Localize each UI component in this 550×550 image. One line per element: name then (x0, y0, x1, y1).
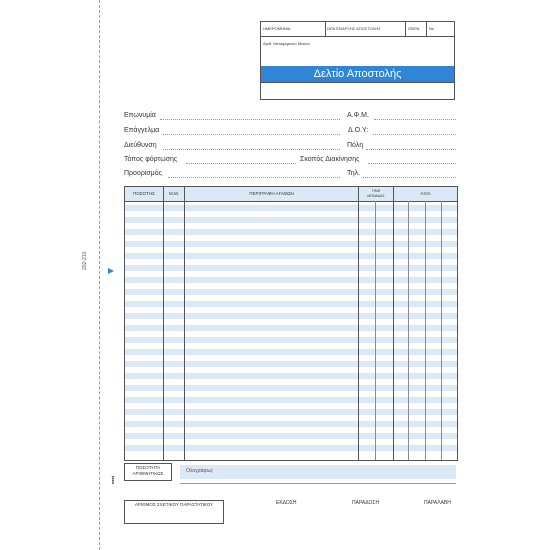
col-divider (393, 187, 394, 460)
document-title: Δελτίο Αποστολής (261, 66, 454, 82)
col-divider (184, 187, 185, 460)
series-label: ΣΕΙΡΑ (406, 22, 427, 36)
issue-label: ΕΚΔΟΣΗ (276, 500, 297, 506)
number-label: No (429, 26, 435, 31)
items-table (124, 186, 458, 461)
col-unit-price-top: ΤΙΜΗ (371, 189, 381, 193)
col-subdivider (408, 201, 409, 460)
purpose-label: Σκοπός Διακίνησης (300, 156, 360, 163)
profession-label: Επάγγελμα (124, 127, 160, 134)
destination-label: Προορισμός (124, 170, 162, 177)
quantity-box (124, 463, 172, 481)
col-unit-price-bottom: ΜΟΝΑΔΑΣ (367, 194, 385, 198)
loading-place-label: Τόπος φόρτωσης (124, 156, 178, 163)
profession-dots (163, 134, 340, 135)
related-doc-label: ΑΡΙΘΜΟΣ ΣΧΕΤΙΚΟΥ ΠΑΡΑΣΤΑΤΙΚΟΥ (134, 502, 214, 507)
destination-dots (168, 177, 340, 178)
date-label: ΗΜΕΡΟΜΗΝΙΑ (261, 22, 326, 36)
receipt-label: ΠΑΡΑΛΑΒΗ (424, 500, 451, 506)
written-amount-line (180, 483, 456, 484)
afm-label: Α.Φ.Μ. (347, 112, 369, 119)
phone-dots (363, 177, 456, 178)
address-label: Διεύθυνση (124, 142, 157, 149)
afm-dots (374, 119, 456, 120)
company-dots (160, 119, 340, 120)
arrow-marker-icon (108, 268, 114, 274)
header-row (261, 22, 454, 37)
col-quantity: ΠΟΣΟΤΗΣ (133, 191, 155, 196)
quantity-label-2: ΑΡΙΘΜΗΤΙΚΩΣ (132, 471, 164, 476)
address-dots (163, 149, 340, 150)
col-subdivider (441, 201, 442, 460)
col-value: ΑΞΙΑ (420, 191, 431, 196)
company-label: Επωνυμία (124, 112, 156, 119)
brand-logo: next (110, 475, 115, 484)
delivery-label: ΠΑΡΑΔΟΣΗ (352, 500, 380, 506)
col-divider (358, 187, 359, 460)
table-header (125, 187, 457, 202)
vehicle-label: Αριθ. Μεταφορικού Μέσου (263, 41, 310, 46)
time-label: ΩΡΑ ΈΝΑΡΞΗΣ ΑΠΟΣΤΟΛΗΣ (325, 22, 406, 36)
col-divider (163, 187, 164, 460)
city-dots (366, 149, 456, 150)
header-box (260, 21, 455, 100)
header-divider (261, 82, 454, 83)
written-amount-band (180, 465, 456, 479)
side-code: 202-210 (82, 251, 88, 270)
col-subdivider (425, 201, 426, 460)
col-subdivider (375, 201, 376, 460)
written-amount-area (180, 465, 456, 493)
city-label: Πόλη (347, 142, 364, 149)
col-unit: Μ.Μ. (169, 191, 179, 196)
written-amount-label: Ολογράφως (186, 468, 213, 474)
perforation-line (99, 0, 100, 550)
quantity-label-1: ΠΟΣΟΤΗΤΑ (135, 465, 161, 470)
doy-dots (373, 134, 456, 135)
loading-place-dots (186, 163, 296, 164)
col-description: ΠΕΡΙΓΡΑΦΗ ΑΓΑΘΩΝ (249, 191, 294, 196)
phone-label: Τηλ. (347, 170, 361, 177)
doy-label: Δ.Ο.Υ: (348, 127, 369, 134)
purpose-dots (368, 163, 456, 164)
related-doc-box (124, 500, 224, 524)
